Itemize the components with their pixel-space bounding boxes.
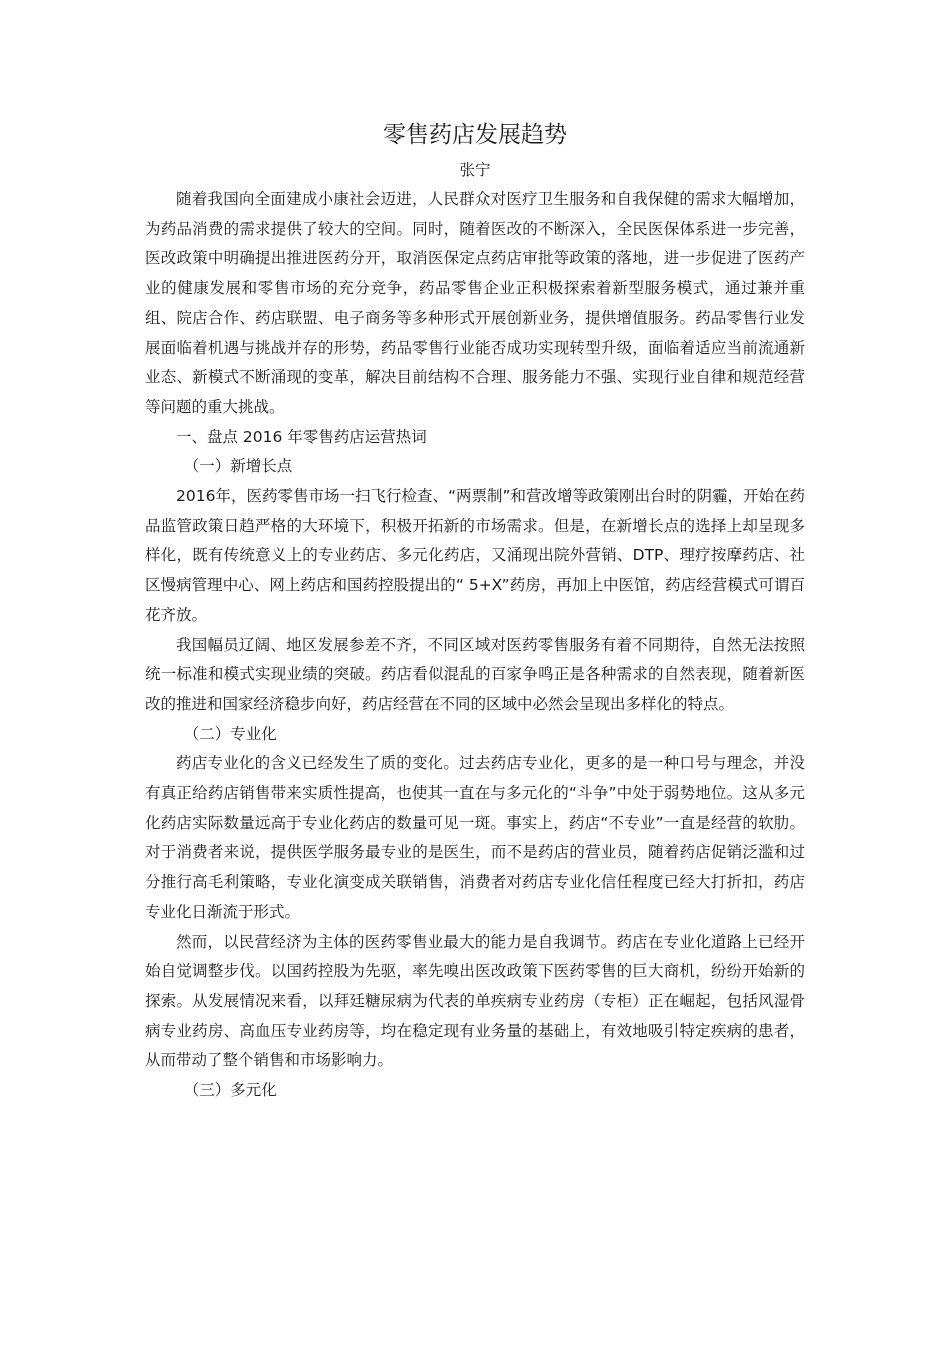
subsection-3-heading: （三）多元化 — [183, 1081, 277, 1100]
subsection-2-paragraph-2: 然而，以民营经济为主体的医药零售业最大的能力是自我调节。药店在专业化道路上已经开始自觉调整步伐。以国药控股为先驱，率先嗅出医改政策下医药零售的巨大商机，纷纷开始新的探索。从发展情况来看，以拜廷糖尿病为代表的单疾病专业药房（专柜）正在崛起，包括风湿骨病专业药房、高血压专业药房等，均在稳定现有业务量的基础上，有效地吸引特定疾病的患者，从而带动了整个销售和市场影响力。 — [145, 932, 805, 1070]
subsection-1-paragraph-1: 2016年，医药零售市场一扫飞行检查、“两票制”和营改增等政策刚出台时的阴霾，开始在药品监管政策日趋严格的大环境下，积极开拓新的市场需求。但是，在新增长点的选择上却呈现多样化，既有传统意义上的专业药店、多元化药店，又涌现出院外营销、DTP、理疗按摩药店、社区慢病管理中心、网上药店和国药控股提出的“ 5+X”药房，再加上中医馆，药店经营模式可谓百花齐放。 — [145, 487, 806, 624]
subsection-1-heading: （一）新增长点 — [183, 457, 293, 476]
subsection-2-heading: （二）专业化 — [183, 724, 277, 743]
subsection-1-paragraph-2: 我国幅员辽阔、地区发展参差不齐，不同区域对医药零售服务有着不同期待，自然无法按照统一标准和模式实现业绩的突破。药店看似混乱的百家争鸣正是各种需求的自然表现，随着新医改的推进和国家经济稳步向好，药店经营在不同的区域中必然会呈现出多样化的特点。 — [145, 635, 805, 713]
intro-paragraph: 随着我国向全面建成小康社会迈进，人民群众对医疗卫生服务和自我保健的需求大幅增加，为药品消费的需求提供了较大的空间。同时，随着医改的不断深入，全民医保体系进一步完善，医改政策中明确提出推进医药分开，取消医保定点药店审批等政策的落地，进一步促进了医药产业的健康发展和零售市场的充分竞争，药品零售企业正积极探索着新型服务模式，通过兼并重组、院店合作、药店联盟、电子商务等多种形式开展创新业务，提供增值服务。药品零售行业发展面临着机遇与挑战并存的形势，药品零售行业能否成功实现转型升级，面临着适应当前流通新业态、新模式不断涌现的变革，解决目前结构不合理、服务能力不强、实现行业自律和规范经营等问题的重大挑战。 — [145, 190, 805, 416]
document-page — [145, 118, 805, 1106]
document-author: 张宁 — [459, 161, 491, 179]
section-1-heading: 一、盘点 2016 年零售药店运营热词 — [176, 427, 427, 446]
subsection-2-paragraph-1: 药店专业化的含义已经发生了质的变化。过去药店专业化，更多的是一种口号与理念，并没有真正给药店销售带来实质性提高，也使其一直在与多元化的“斗争”中处于弱势地位。这从多元化药店实际数量远高于专业化药店的数量可见一斑。事实上，药店“不专业”一直是经营的软肋。对于消费者来说，提供医学服务最专业的是医生，而不是药店的营业员，随着药店促销泛滥和过分推行高毛利策略，专业化演变成关联销售，消费者对药店专业化信任程度已经大打折扣，药店专业化日渐流于形式。 — [145, 754, 805, 921]
document-title: 零售药店发展趋势 — [383, 122, 567, 148]
